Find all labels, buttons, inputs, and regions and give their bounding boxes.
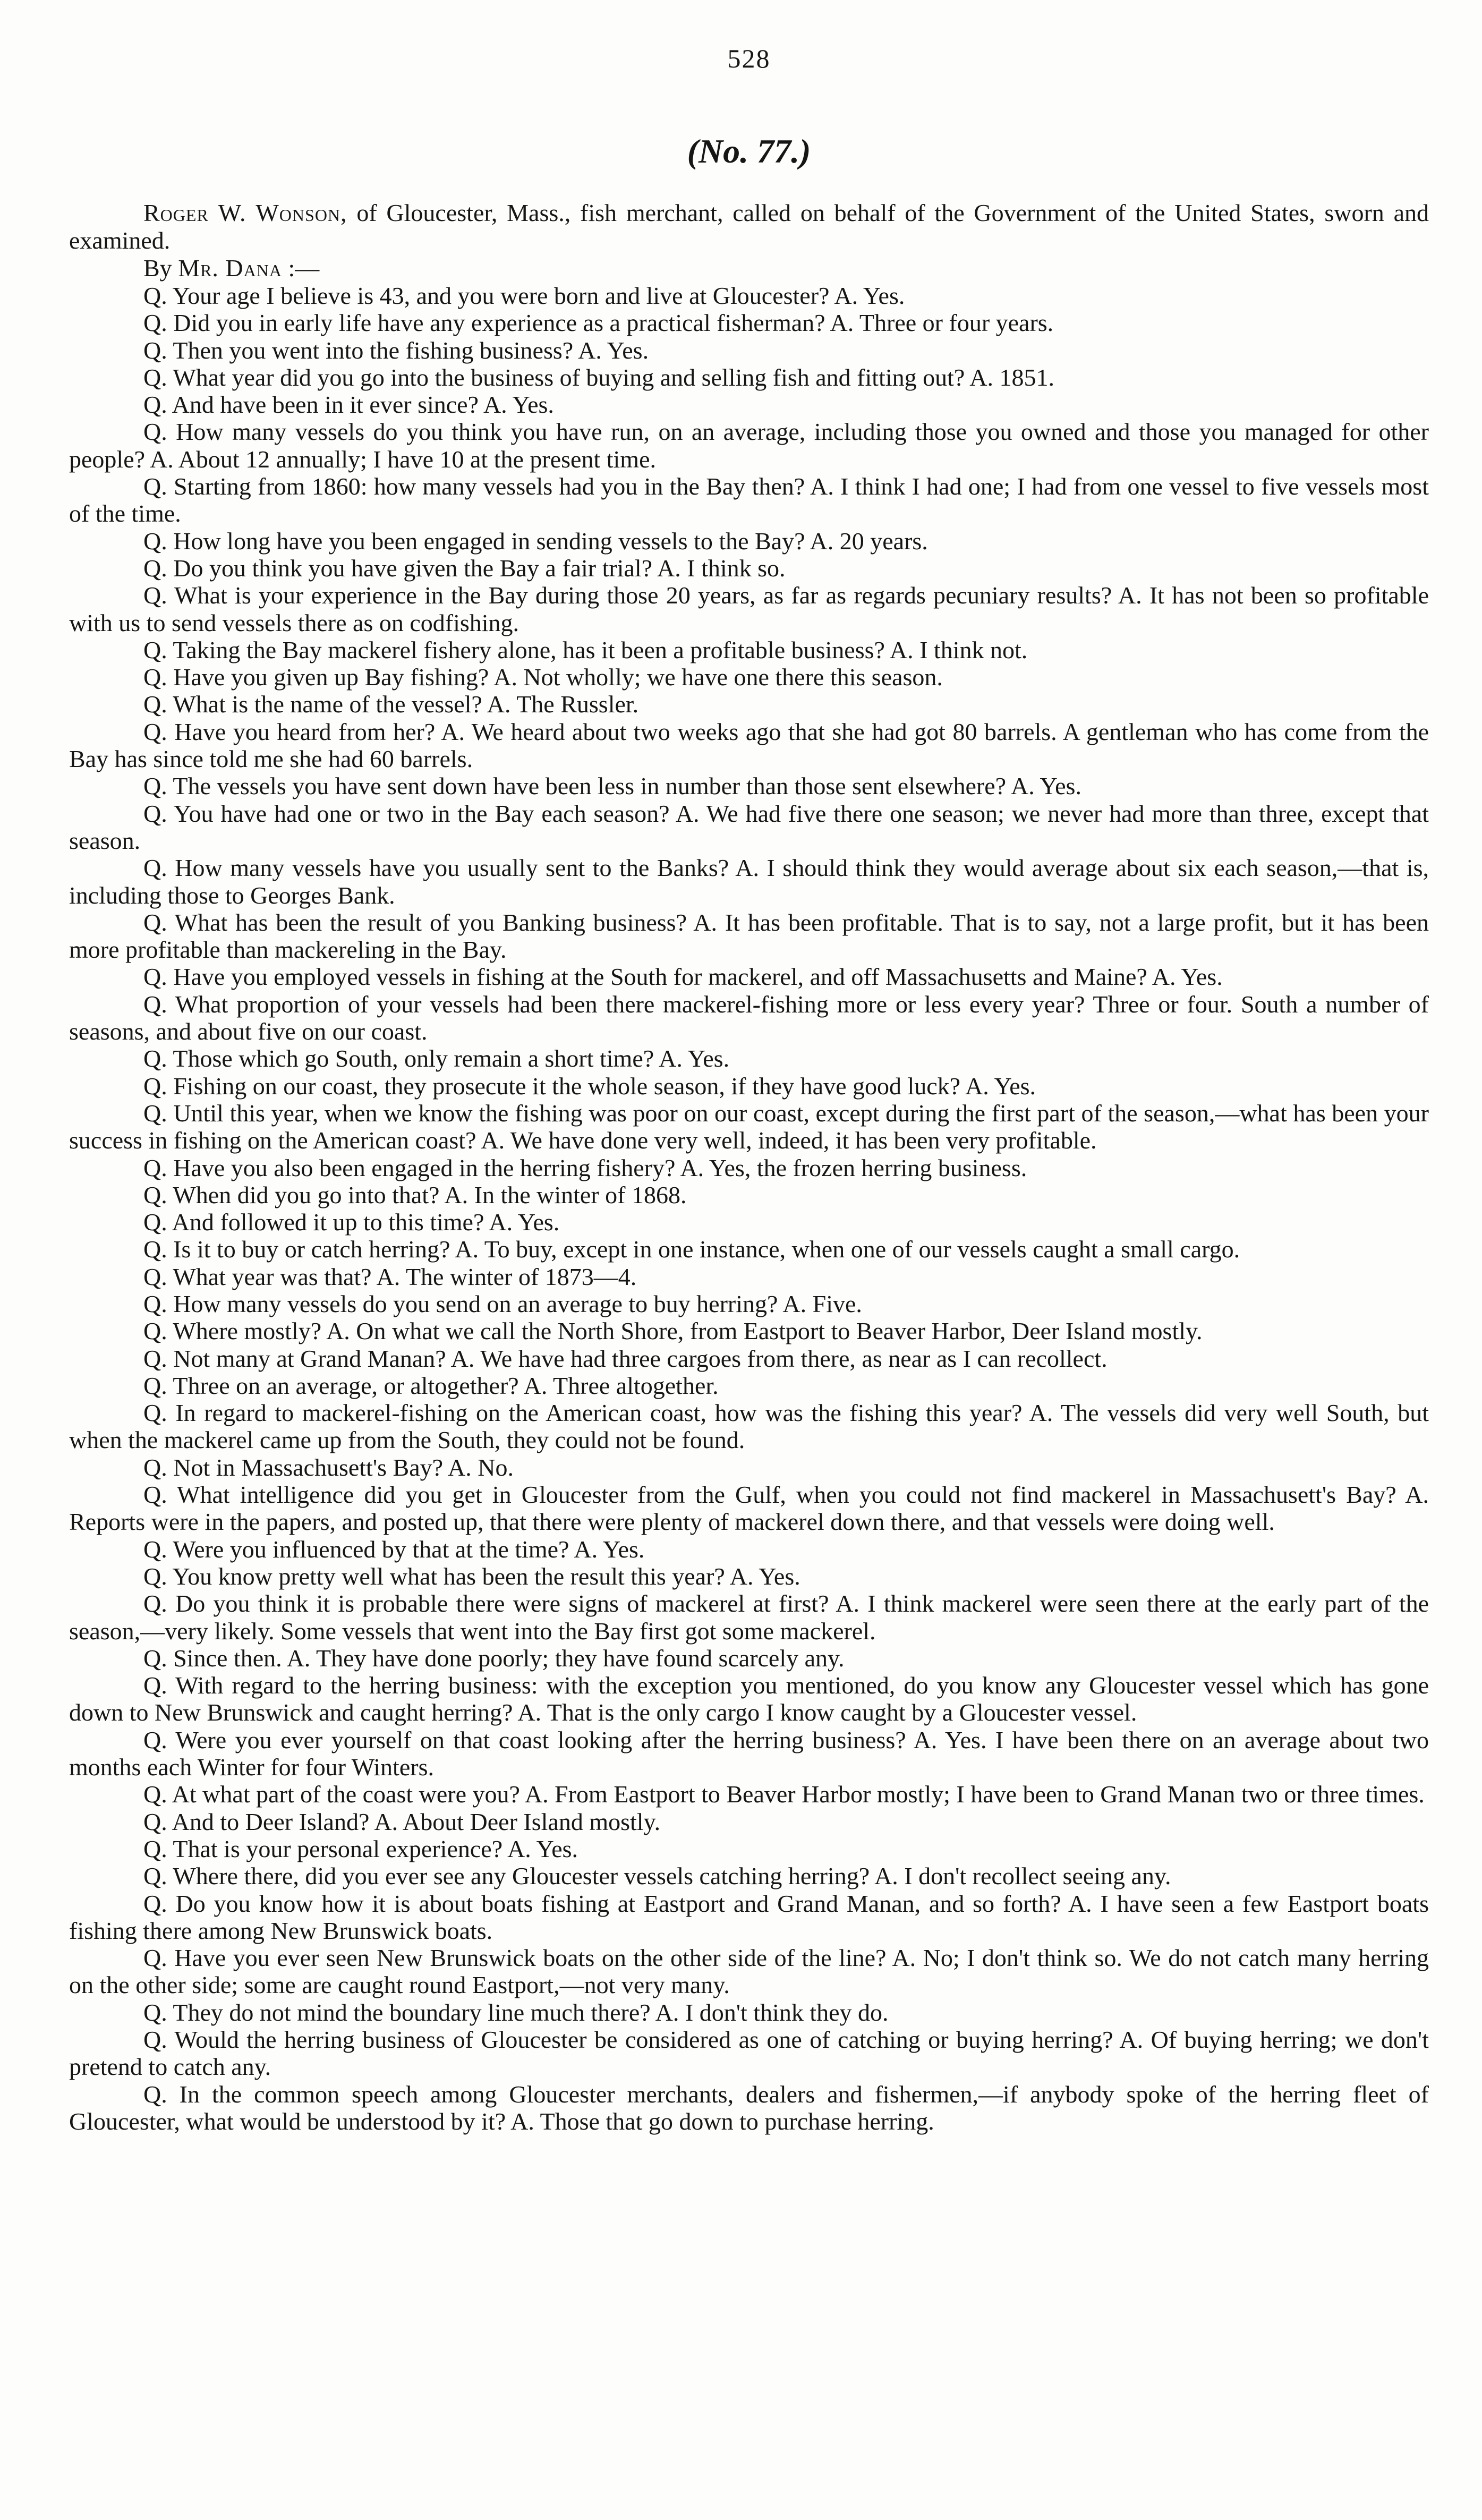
testimony-paragraph: Q. You know pretty well what has been the result this year? A. Yes.	[143, 1562, 800, 1590]
testimony-paragraph: Q. The vessels you have sent down have been less in number than those sent elsewhere? A. Yes.	[143, 772, 1081, 800]
examiner-prefix: By	[143, 254, 178, 282]
testimony-paragraph: Q. Not in Massachusett's Bay? A. No.	[143, 1453, 514, 1481]
page-number: 528	[727, 44, 771, 73]
witness-intro	[69, 199, 1429, 254]
testimony-paragraph: Q. Then you went into the fishing business? A. Yes.	[143, 336, 649, 364]
testimony-paragraph: Q. Is it to buy or catch herring? A. To buy, except in one instance, when one of our vessels caught a small cargo.	[143, 1236, 1240, 1263]
testimony-paragraph: Q. They do not mind the boundary line much there? A. I don't think they do.	[143, 1998, 889, 2026]
testimony-body	[69, 282, 1429, 2135]
testimony-paragraph: Q. What year was that? A. The winter of 1873—4.	[143, 1263, 637, 1290]
testimony-paragraph: Q. Three on an average, or altogether? A. Three altogether.	[143, 1372, 719, 1399]
testimony-paragraph: Q. Since then. A. They have done poorly; they have found scarcely any.	[143, 1644, 845, 1672]
testimony-paragraph: Q. Those which go South, only remain a short time? A. Yes.	[143, 1045, 730, 1072]
testimony-paragraph: Q. What has been the result of you Banking business? A. It has been profitable. That is to say, not a large profit, but it has been more profitable than mackereling in the Bay.	[69, 908, 1429, 964]
testimony-paragraph: Q. Where mostly? A. On what we call the North Shore, from Eastport to Beaver Harbor, Deer Island mostly.	[143, 1317, 1203, 1345]
testimony-paragraph: Q. Not many at Grand Manan? A. We have had three cargoes from there, as near as I can recollect.	[143, 1344, 1108, 1372]
testimony-paragraph: Q. What proportion of your vessels had been there mackerel-fishing more or less every year? Three or four. South a number of seasons, and about five on our coast.	[69, 990, 1429, 1045]
testimony-paragraph: Q. What is your experience in the Bay during those 20 years, as far as regards pecuniary results? A. It has not been so profitable with us to send vessels there as on codfishing.	[69, 582, 1429, 636]
testimony-paragraph: Q. In regard to mackerel-fishing on the American coast, how was the fishing this year? A. The vessels did very well South, but when the mackerel came up from the South, they could not be found.	[69, 1399, 1429, 1454]
examiner-suffix: :—	[282, 254, 320, 282]
testimony-paragraph: Q. Did you in early life have any experience as a practical fisherman? A. Three or four years.	[143, 309, 1054, 337]
testimony-paragraph: Q. With regard to the herring business: with the exception you mentioned, do you know any Gloucester vessel which has gone down to New Brunswick and caught herring? A. That is the only cargo I know caught by a Gloucester vessel.	[69, 1672, 1429, 1726]
testimony-paragraph: Q. Have you ever seen New Brunswick boats on the other side of the line? A. No; I don't think so. We do not catch many herring on the other side; some are caught round Eastport,—not very many.	[69, 1944, 1429, 1999]
witness-name: Roger W. Wonson,	[143, 199, 347, 226]
testimony-paragraph: Q. At what part of the coast were you? A. From Eastport to Beaver Harbor mostly; I have been to Grand Manan two or three times.	[143, 1781, 1425, 1808]
testimony-paragraph: Q. How many vessels do you think you have run, on an average, including those you owned and those you managed for other people? A. About 12 annually; I have 10 at the present time.	[69, 418, 1429, 473]
document-number: (No. 77.)	[687, 132, 811, 170]
testimony-paragraph: Q. And have been in it ever since? A. Yes.	[143, 391, 554, 419]
testimony-paragraph: Q. Taking the Bay mackerel fishery alone, has it been a profitable business? A. I think not.	[143, 636, 1028, 663]
testimony-paragraph: Q. What intelligence did you get in Gloucester from the Gulf, when you could not find mackerel in Massachusett's Bay? A. Reports were in the papers, and posted up, that there were plenty of mackerel down there, and that vessels were doing well.	[69, 1481, 1429, 1536]
testimony-paragraph: Q. Have you given up Bay fishing? A. Not wholly; we have one there this season.	[143, 663, 943, 691]
testimony-paragraph: Q. And to Deer Island? A. About Deer Island mostly.	[143, 1808, 661, 1835]
testimony-paragraph: Q. Your age I believe is 43, and you were born and live at Gloucester? A. Yes.	[143, 282, 905, 309]
testimony-paragraph: Q. You have had one or two in the Bay each season? A. We had five there one season; we never had more than three, except that season.	[69, 799, 1429, 854]
testimony-paragraph: Q. In the common speech among Gloucester merchants, dealers and fishermen,—if anybody spoke of the herring fleet of Gloucester, what would be understood by it? A. Those that go down to purchase herring.	[69, 2080, 1429, 2135]
testimony-paragraph: Q. Were you influenced by that at the time? A. Yes.	[143, 1535, 645, 1563]
testimony-paragraph: Q. What is the name of the vessel? A. The Russler.	[143, 691, 639, 718]
testimony-paragraph: Q. Would the herring business of Gloucester be considered as one of catching or buying herring? A. Of buying herring; we don't pretend to catch any.	[69, 2026, 1429, 2081]
page	[69, 42, 1429, 2135]
testimony-paragraph: Q. Fishing on our coast, they prosecute it the whole season, if they have good luck? A. Yes.	[143, 1072, 1036, 1100]
testimony-paragraph: Q. Do you think you have given the Bay a fair trial? A. I think so.	[143, 554, 786, 582]
testimony-paragraph: Q. When did you go into that? A. In the winter of 1868.	[143, 1181, 687, 1208]
testimony-paragraph: Q. That is your personal experience? A. Yes.	[143, 1835, 578, 1862]
examiner-line	[69, 254, 1429, 282]
testimony-paragraph: Q. Where there, did you ever see any Gloucester vessels catching herring? A. I don't recollect seeing any.	[143, 1862, 1171, 1890]
testimony-paragraph: Q. Do you think it is probable there were signs of mackerel at first? A. I think mackerel were seen there at the early part of the season,—very likely. Some vessels that went into the Bay first got some mackerel.	[69, 1590, 1429, 1645]
testimony-paragraph: Q. Until this year, when we know the fishing was poor on our coast, except during the first part of the season,—what has been your success in fishing on the American coast? A. We have done very well, indeed, it has been very profitable.	[69, 1099, 1429, 1154]
testimony-paragraph: Q. What year did you go into the business of buying and selling fish and fitting out? A. 1851.	[143, 363, 1055, 391]
examiner-name: Mr. Dana	[178, 254, 282, 282]
witness-description: of Gloucester, Mass., fish merchant, called on behalf of the Government of the United States, sworn and examined.	[69, 199, 1429, 254]
testimony-paragraph: Q. Were you ever yourself on that coast looking after the herring business? A. Yes. I have been there on an average about two months each Winter for four Winters.	[69, 1726, 1429, 1781]
testimony-paragraph: Q. Have you heard from her? A. We heard about two weeks ago that she had got 80 barrels. A gentleman who has come from the Bay has since told me she had 60 barrels.	[69, 718, 1429, 773]
testimony-paragraph: Q. How many vessels do you send on an average to buy herring? A. Five.	[143, 1290, 862, 1317]
testimony-paragraph: Q. Have you employed vessels in fishing at the South for mackerel, and off Massachusetts and Maine? A. Yes.	[143, 963, 1223, 991]
testimony-paragraph: Q. And followed it up to this time? A. Yes.	[143, 1208, 560, 1236]
testimony-paragraph: Q. Starting from 1860: how many vessels had you in the Bay then? A. I think I had one; I had from one vessel to five vessels most of the time.	[69, 473, 1429, 527]
testimony-paragraph: Q. Have you also been engaged in the herring fishery? A. Yes, the frozen herring business.	[143, 1154, 1027, 1181]
testimony-paragraph: Q. Do you know how it is about boats fishing at Eastport and Grand Manan, and so forth? A. I have seen a few Eastport boats fishing there among New Brunswick boats.	[69, 1889, 1429, 1944]
testimony-paragraph: Q. How many vessels have you usually sent to the Banks? A. I should think they would average about six each season,—that is, including those to Georges Bank.	[69, 854, 1429, 909]
testimony-paragraph: Q. How long have you been engaged in sending vessels to the Bay? A. 20 years.	[143, 527, 928, 555]
